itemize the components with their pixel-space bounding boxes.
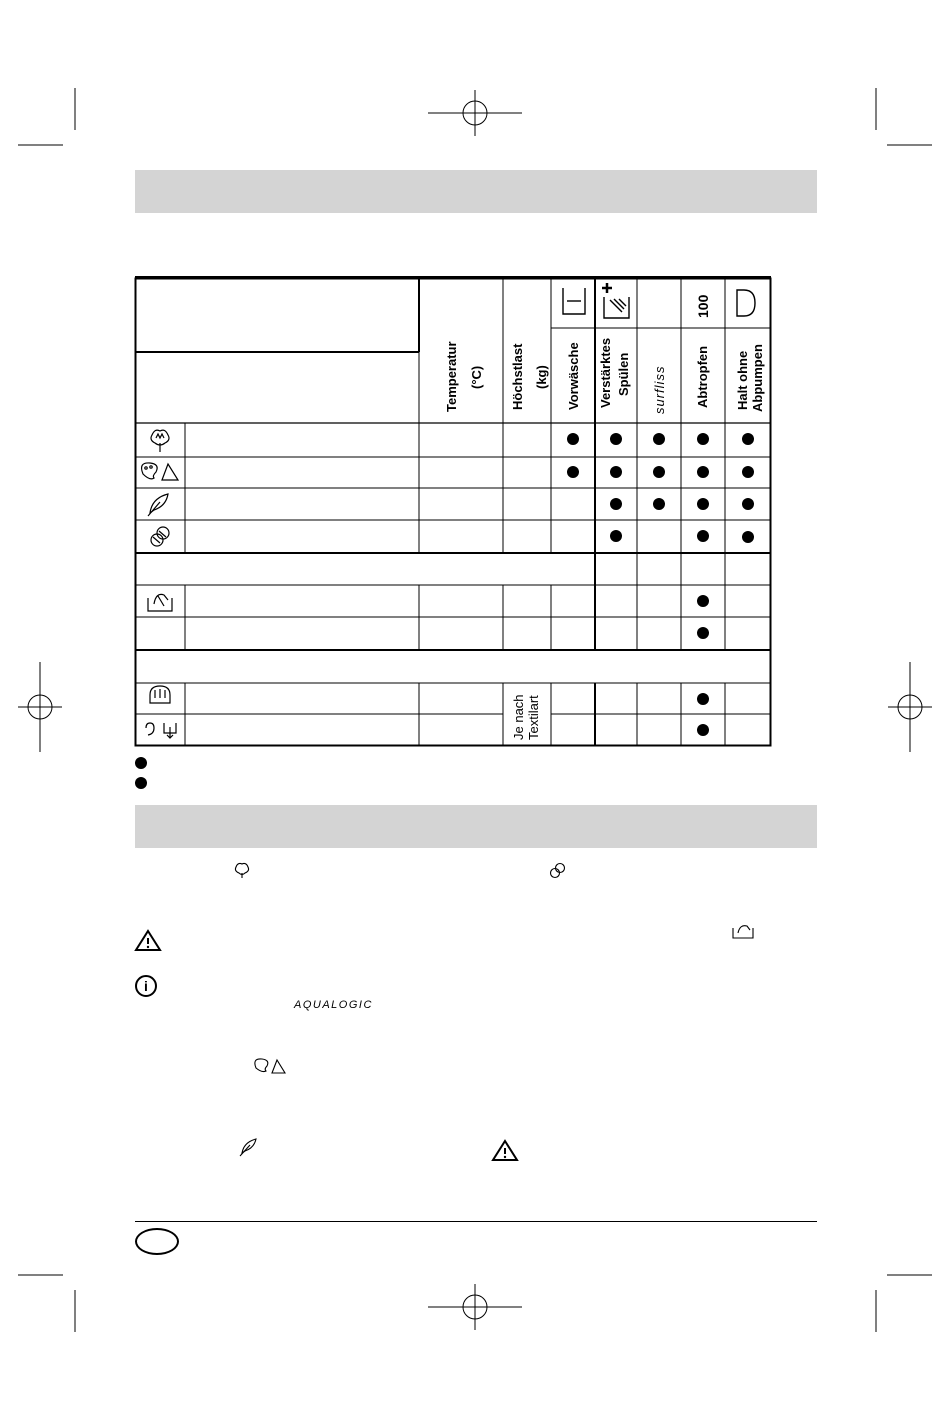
mark-dot <box>653 498 665 510</box>
stop-no-pump-icon <box>737 290 755 316</box>
mark-dot <box>697 724 709 736</box>
mark-dot <box>697 595 709 607</box>
header-drain: Abtropfen <box>695 345 710 408</box>
warning-icon <box>136 931 160 950</box>
header-max-load-line2: (kg) <box>534 365 549 389</box>
mark-dot <box>742 531 754 543</box>
header-stop-line2: Abpumpen <box>750 344 765 412</box>
mark-dot <box>610 433 622 445</box>
header-extra-rinse-line1: Verstärktes <box>598 337 613 408</box>
mark-dot <box>610 498 622 510</box>
spin-drain-icon <box>146 723 176 738</box>
colours-palette-icon <box>142 463 178 480</box>
legend-bullet-2 <box>135 777 147 789</box>
header-temperature-line1: Temperatur <box>444 341 459 412</box>
mark-dot <box>610 530 622 542</box>
feather-icon <box>148 494 168 516</box>
palette-inline-icon <box>255 1059 285 1073</box>
mark-dot <box>610 466 622 478</box>
header-prewash: Vorwäsche <box>566 342 581 410</box>
legend-bullet-1 <box>135 757 147 769</box>
header-max-load-line1: Höchstlast <box>510 343 525 410</box>
mark-dot <box>697 693 709 705</box>
drain-100-icon: 100 <box>695 294 711 318</box>
header-stop-line1: Halt ohne <box>735 350 750 410</box>
handwash-icon <box>148 594 172 611</box>
wool-inline-icon <box>551 864 565 878</box>
mark-dot <box>697 530 709 542</box>
info-icon <box>136 976 156 996</box>
mark-dot <box>742 466 754 478</box>
mark-dot <box>742 433 754 445</box>
handwash-inline-icon <box>733 926 753 938</box>
mark-dot <box>697 433 709 445</box>
merged-load-text-line1: Je nach <box>511 694 526 740</box>
header-extra-rinse-line2: Spülen <box>616 352 631 396</box>
mark-dot <box>653 433 665 445</box>
mark-dot <box>697 498 709 510</box>
merged-load-text-line2: Textilart <box>526 695 541 740</box>
mark-dot <box>567 433 579 445</box>
rinse-shower-icon <box>150 686 170 703</box>
wool-icon <box>151 527 169 546</box>
language-badge <box>135 1228 179 1255</box>
mark-dot <box>697 466 709 478</box>
mark-dot <box>567 466 579 478</box>
aqualogic-logo: AQUALOGIC <box>294 999 373 1011</box>
header-surfliss-logo: surfliss <box>652 365 667 414</box>
warning-icon-2 <box>493 1141 517 1160</box>
mark-dot <box>653 466 665 478</box>
feather-inline-icon <box>240 1139 256 1156</box>
footer-rule <box>135 1221 817 1222</box>
prewash-tub-icon <box>563 288 585 314</box>
svg-text:i: i <box>144 978 148 994</box>
cotton-inline-icon <box>235 863 248 878</box>
mark-dot <box>697 627 709 639</box>
cotton-flower-icon <box>151 430 169 452</box>
extra-rinse-shower-icon <box>602 283 629 318</box>
header-temperature-line2: (°C) <box>469 365 484 389</box>
mark-dot <box>742 498 754 510</box>
body-icons <box>0 840 950 1260</box>
